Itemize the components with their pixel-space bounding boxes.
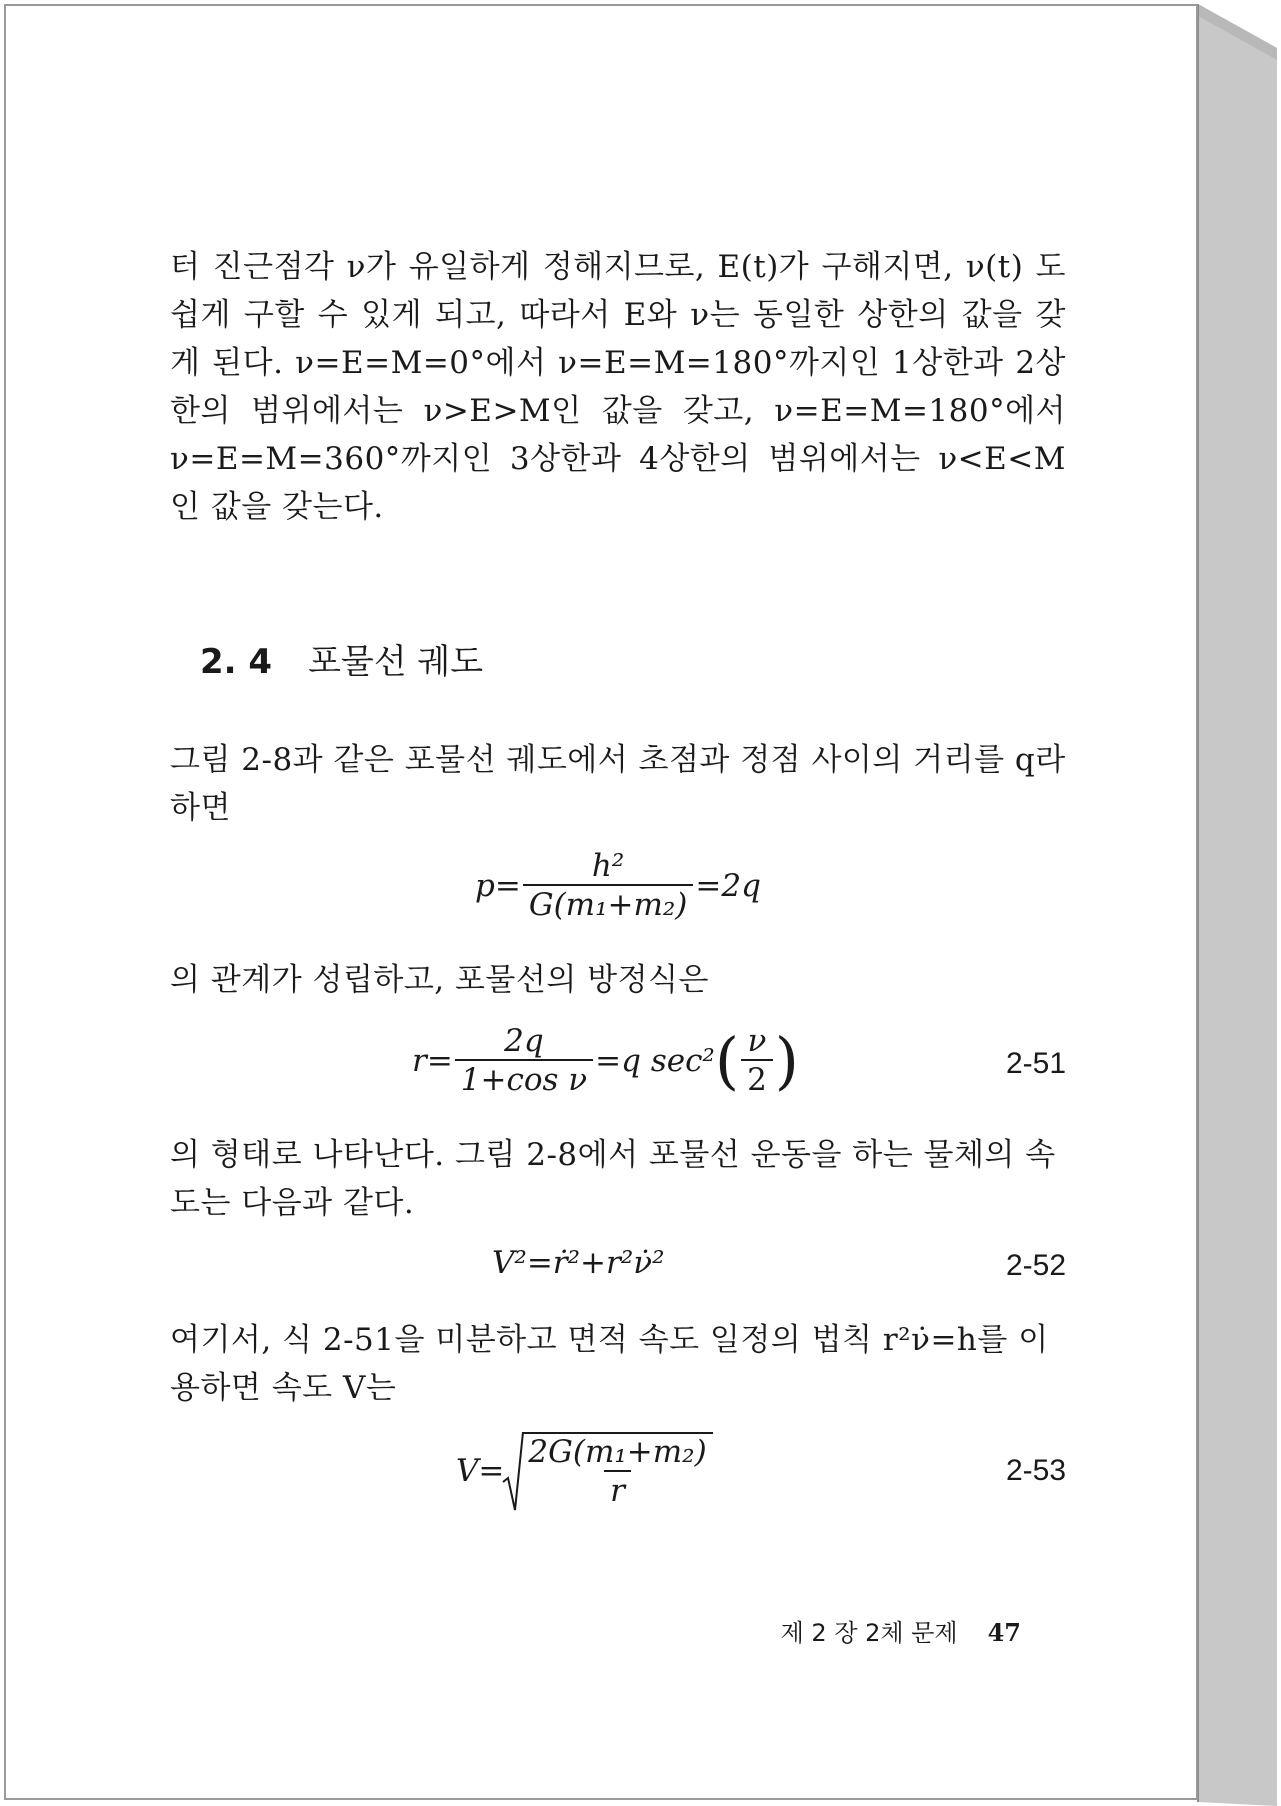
paragraph-intro: 터 진근점각 ν가 유일하게 정해지므로, E(t)가 구해지면, ν(t) 도 쉽게 구할 수 있게 되고, 따라서 E와 ν는 동일한 상한의 값을 갖게 된다. ν=E=M=0°에서 ν=E=M=180°까지인 1상한과 2상한의 범위에서는 ν>E>M인 값을 갖고, ν=E=M=180°에서 ν=E=M=360°까지인 3상한과 4상한의 범위에서는 ν<E<M인 값을 갖는다.: [170, 249, 1066, 525]
paragraph-parabola-distance: 그림 2-8과 같은 포물선 궤도에서 초점과 정점 사이의 거리를 q라 하면: [170, 742, 1066, 826]
page-footer: [781, 1613, 1021, 1648]
eq51-left-paren: (: [714, 1024, 740, 1097]
running-chapter-title: 제 2 장 2체 문제: [780, 1619, 958, 1647]
eq51-numerator: 2q: [504, 1023, 544, 1059]
eq51-half-denominator: 2: [741, 1059, 773, 1099]
section-number: 2. 4: [200, 642, 273, 682]
eq51-half-fraction: [741, 1023, 773, 1099]
eq-p-numerator: h²: [591, 848, 625, 884]
equation-2-51: [170, 1023, 1066, 1103]
paragraph-velocity-intro: 의 형태로 나타난다. 그림 2-8에서 포물선 운동을 하는 물체의 속도는 다음과 같다.: [170, 1137, 1056, 1221]
equation-number: 2-51: [1005, 1047, 1066, 1080]
eq53-radicand: [522, 1432, 712, 1510]
eq51-right-paren: ): [774, 1024, 799, 1097]
equation-number: 2-53: [1005, 1454, 1066, 1487]
section-title: 포물선 궤도: [308, 642, 484, 682]
eq51-rhs: =q sec²: [595, 1043, 715, 1079]
eq52-body: V²=ṙ²+r²ν̇²: [492, 1245, 665, 1281]
eq-p-rhs: =2q: [695, 868, 761, 904]
eq53-lhs: V=: [456, 1453, 505, 1489]
eq-p-fraction: [523, 848, 694, 924]
eq51-fraction: [455, 1023, 593, 1099]
equation-2-53: [170, 1430, 1066, 1520]
eq51-lhs: r=: [412, 1043, 453, 1079]
equation-2-52: [170, 1245, 1066, 1293]
eq51-half-numerator: ν: [747, 1023, 767, 1059]
eq53-numerator: 2G(m₁+m₂): [528, 1434, 707, 1470]
equation-p: [170, 848, 1066, 928]
eq-p-denominator: G(m₁+m₂): [523, 884, 694, 924]
eq53-denominator: r: [604, 1470, 631, 1510]
eq51-denominator: 1+cos ν: [455, 1059, 593, 1099]
equation-number: 2-52: [1005, 1249, 1066, 1282]
paragraph-derivation: 여기서, 식 2-51을 미분하고 면적 속도 일정의 법칙 r²ν̇=h를 이용하면 속도 V는: [170, 1322, 1049, 1406]
paragraph-relation: 의 관계가 성립하고, 포물선의 방정식은: [170, 962, 709, 998]
sqrt-radical-icon: [502, 1430, 524, 1512]
page-number: 47: [987, 1618, 1021, 1647]
eq-p-lhs: p=: [475, 868, 521, 904]
section-heading: [200, 634, 483, 683]
